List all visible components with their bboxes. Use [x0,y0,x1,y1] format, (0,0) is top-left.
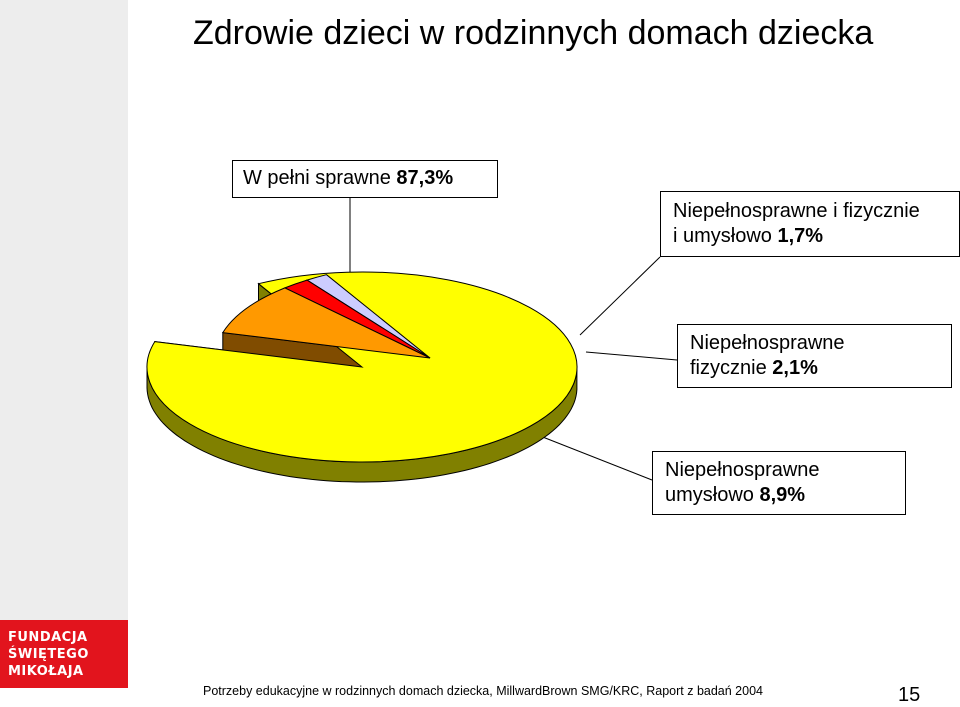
page-number: 15 [898,684,921,706]
leader-line-2 [586,352,677,360]
logo-line-1: FUNDACJA [8,630,88,645]
label-niepelnosprawne-umyslowo [652,451,906,515]
leader-line-1 [580,257,660,335]
label-value: 1,7% [777,225,824,247]
label-niepelnosprawne-fiz-i-umys [660,191,960,257]
label-text: W pełni sprawne [243,167,391,189]
label-w-pelni-sprawne [232,160,498,198]
label-text-line-2: i umysłowo [673,225,772,247]
label-value: 2,1% [772,357,818,379]
footer-source: Potrzeby edukacyjne w rodzinnych domach dziecka, MillwardBrown SMG/KRC, Raport z badań 2004 [203,684,763,698]
label-value: 8,9% [759,484,806,506]
logo-line-2: ŚWIĘTEGO [8,647,89,662]
slide-title: Zdrowie dzieci w rodzinnych domach dziecka [193,14,874,52]
label-text-line-1: Niepełnosprawne i fizycznie [673,200,920,222]
label-niepelnosprawne-fizycznie [677,324,952,388]
label-text-line-1: Niepełnosprawne [690,332,845,354]
label-value: 87,3% [396,167,454,189]
label-text-line-2: fizycznie [690,357,767,379]
label-text-line-2: umysłowo [665,484,754,506]
logo-line-3: MIKOŁAJA [8,664,84,679]
leader-line-3 [530,432,652,480]
label-text-line-1: Niepełnosprawne [665,459,820,481]
pie-slice-0 [147,272,577,462]
